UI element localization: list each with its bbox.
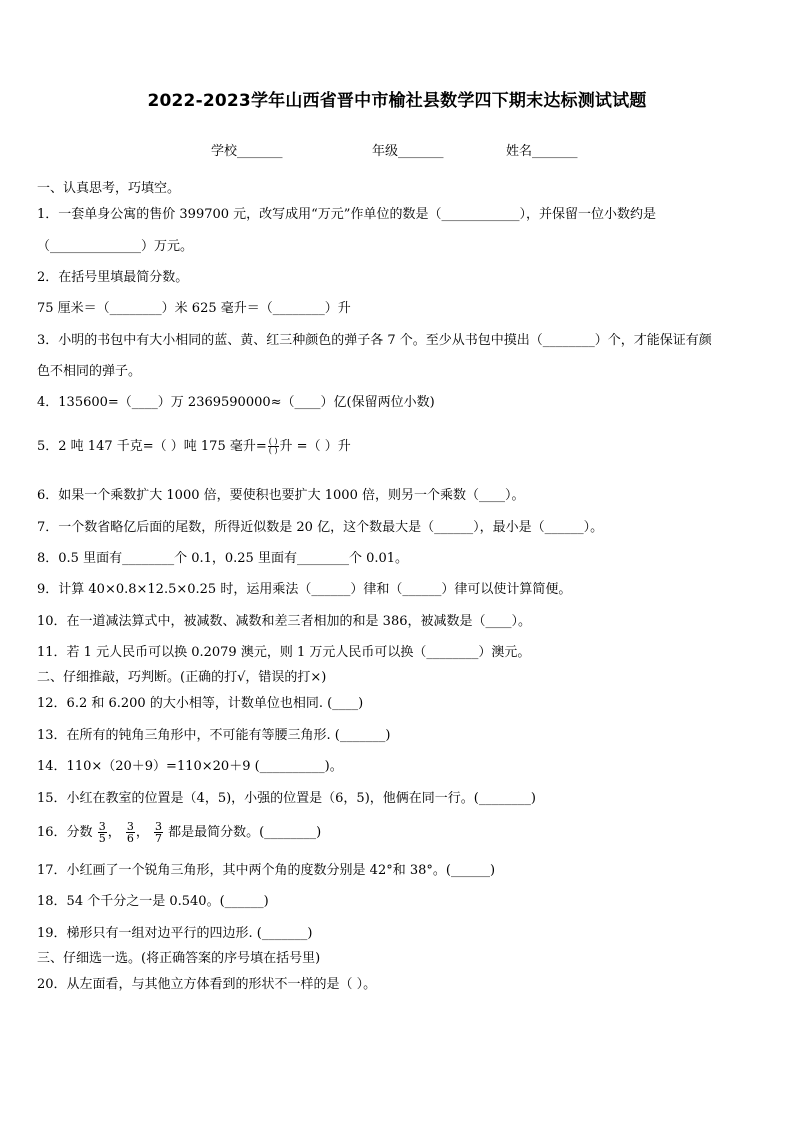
question-16-part-2: 都是最简分数。(________) — [168, 825, 322, 840]
question-8: 8．0.5 里面有________个 0.1，0.25 里面有________个 0.01。 — [37, 551, 409, 566]
grade-field[interactable]: 年级_______ — [372, 144, 444, 159]
fraction-3-5 — [98, 821, 107, 844]
section-heading-2: 二、仔细推敲，巧判断。(正确的打√，错误的打×) — [37, 670, 327, 685]
question-19: 19．梯形只有一组对边平行的四边形. (_______) — [37, 926, 313, 941]
question-16: 16．分数 $\frac{3}{5}$ ， $\frac{3}{6}$ ， $\frac{3}{7}$ 都是最简分数。(________) — [37, 820, 322, 845]
question-7: 7．一个数省略亿后面的尾数，所得近似数是 20 亿，这个数最大是（______），最小是（______）。 — [37, 520, 604, 535]
question-14: 14．110×（20＋9）=110×20＋9 (__________)。 — [37, 759, 343, 774]
question-1-line-2: （______________）万元。 — [37, 239, 194, 254]
question-5-fraction — [268, 438, 279, 455]
question-1-line-1: 1．一套单身公寓的售价 399700 元，改写成用“万元”作单位的数是（____________），并保留一位小数约是 — [37, 207, 656, 222]
question-20: 20．从左面看，与其他立方体看到的形状不一样的是（ ）。 — [37, 977, 377, 992]
fraction-numerator: 3 — [154, 820, 162, 833]
section-heading-3: 三、仔细选一选。(将正确答案的序号填在括号里) — [37, 951, 321, 966]
fraction-denominator: 6 — [126, 832, 134, 845]
question-5-part-2: 升 =（ ）升 — [279, 439, 351, 454]
question-5-part-1: 5．2 吨 147 千克=（ ）吨 175 毫升= — [37, 439, 267, 454]
question-2: 2．在括号里填最简分数。 — [37, 270, 189, 285]
question-2-items: 75 厘米＝（________）米 625 毫升＝（________）升 — [37, 301, 351, 316]
fraction-denominator: 5 — [98, 832, 106, 845]
question-12: 12．6.2 和 6.200 的大小相等，计数单位也相同. (____) — [37, 696, 364, 711]
question-15: 15．小红在教室的位置是（4，5)，小强的位置是（6，5)，他俩在同一行。(________) — [37, 791, 536, 806]
question-4: 4．135600=（____）万 2369590000≈（____）亿(保留两位小数) — [37, 395, 435, 410]
fraction-numerator: ( ) — [268, 437, 278, 446]
fraction-denominator: ( ) — [268, 446, 278, 455]
question-13: 13．在所有的钝角三角形中，不可能有等腰三角形. (_______) — [37, 728, 391, 743]
school-field[interactable]: 学校_______ — [211, 144, 283, 159]
section-heading-1: 一、认真思考，巧填空。 — [37, 181, 181, 196]
question-3-line-1: 3．小明的书包中有大小相同的蓝、黄、红三种颜色的弹子各 7 个。至少从书包中摸出（________）个，才能保证有颜 — [37, 333, 712, 348]
fraction-denominator: 7 — [154, 832, 162, 845]
name-field[interactable]: 姓名_______ — [506, 144, 578, 159]
fraction-numerator: 3 — [126, 820, 134, 833]
question-5 — [37, 438, 764, 456]
question-16-part-1: 16．分数 — [37, 825, 93, 840]
question-10: 10．在一道减法算式中，被减数、减数和差三者相加的和是 386，被减数是（____）。 — [37, 614, 531, 629]
fraction-numerator: 3 — [98, 820, 106, 833]
fraction-3-7 — [154, 821, 163, 844]
page-title: 2022-2023学年山西省晋中市榆社县数学四下期末达标测试试题 — [147, 91, 647, 111]
question-6: 6．如果一个乘数扩大 1000 倍，要使积也要扩大 1000 倍，则另一个乘数（____）。 — [37, 488, 525, 503]
question-18: 18．54 个千分之一是 0.540。(______) — [37, 894, 269, 909]
fraction-3-6 — [126, 821, 135, 844]
question-17: 17．小红画了一个锐角三角形，其中两个角的度数分别是 42°和 38°。(______) — [37, 863, 496, 878]
question-3-line-2: 色不相同的弹子。 — [37, 364, 142, 379]
question-9: 9．计算 40×0.8×12.5×0.25 时，运用乘法（______）律和（______）律可以使计算简便。 — [37, 582, 572, 597]
question-11: 11．若 1 元人民币可以换 0.2079 澳元，则 1 万元人民币可以换（________）澳元。 — [37, 645, 531, 660]
